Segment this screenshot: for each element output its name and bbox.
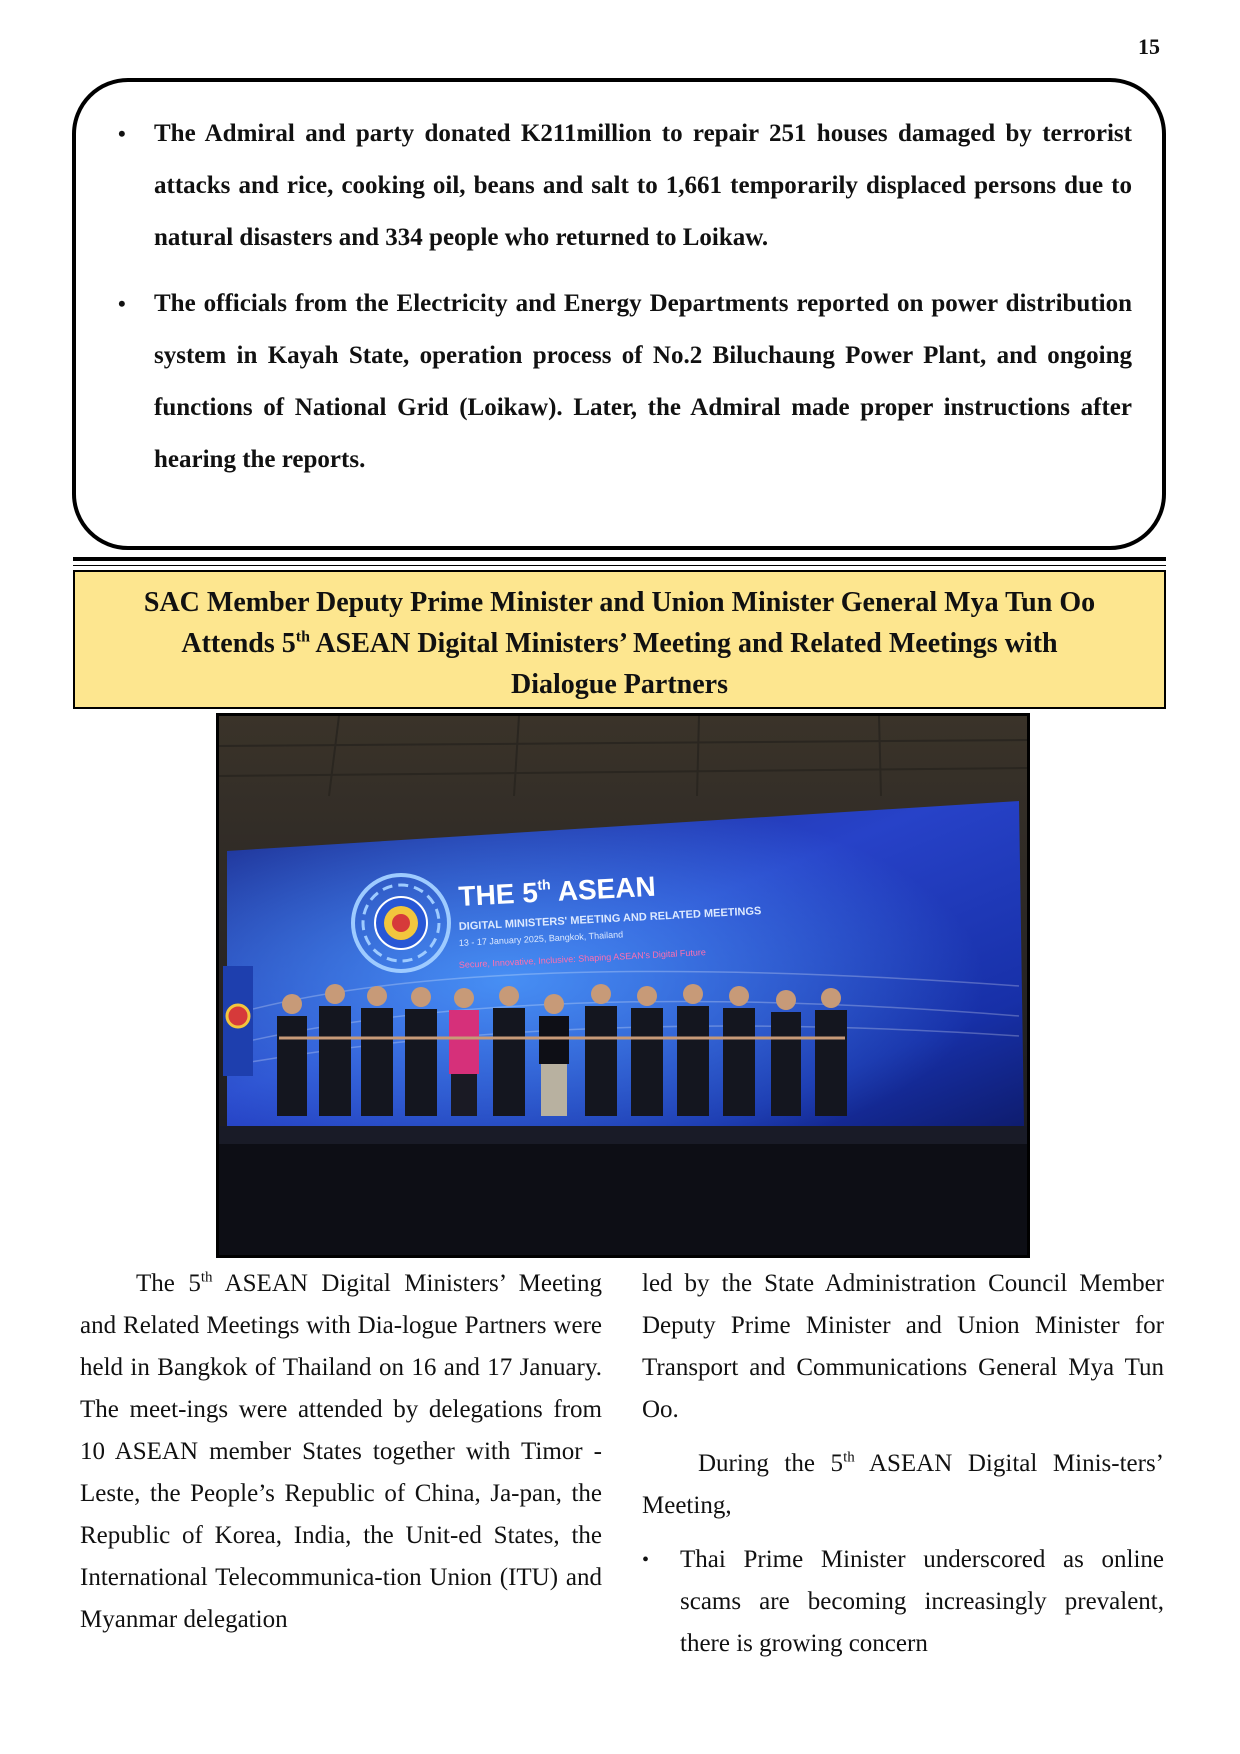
bullet-text: Thai Prime Minister underscored as online scams are becoming increasingly prevalent, there is growing concern	[680, 1546, 1164, 1657]
bullet-icon: •	[642, 1549, 650, 1571]
paragraph-text-rest: ASEAN Digital Ministers’ Meeting and Related Meetings with Dia-logue Partners were held in Bangkok of Thailand on 16 and 17 January. The meet-ings were attended by delegations from 10 ASEAN member States together with Timor -Leste, the People’s Republic of China, Ja-pan, the Republic of Korea, India, the Unit-ed States, the International Telecommunica-tion Union (ITU) and Myanmar delegation	[80, 1270, 602, 1633]
banner-subtitle: DIGITAL MINISTERS' MEETING AND RELATED MEETINGS	[458, 905, 762, 933]
paragraph-text: The 5	[136, 1270, 201, 1297]
summary-list	[104, 108, 1132, 486]
paragraph-text: During the 5	[698, 1450, 844, 1477]
page-number: 15	[1138, 34, 1160, 59]
headline-superscript: th	[295, 628, 310, 646]
banner-dates: 13 - 17 January 2025, Bangkok, Thailand	[458, 929, 624, 948]
paragraph-superscript: th	[843, 1449, 855, 1466]
stage-floor	[219, 1144, 1027, 1255]
article-bullet	[642, 1539, 1164, 1665]
banner-tagline: Secure, Innovative, Inclusive: Shaping ASEAN's Digital Future	[458, 947, 707, 970]
article-column-right	[642, 1263, 1164, 1665]
article-paragraph	[642, 1443, 1164, 1527]
summary-item	[104, 278, 1132, 486]
article-paragraph: led by the State Administration Council Member Deputy Prime Minister and Union Minister for Transport and Communications General Mya Tun Oo.	[642, 1270, 1164, 1423]
paragraph-text-rest: ASEAN Digital Minis-ters’ Meeting,	[642, 1450, 1164, 1519]
headline-line-2-rest: ASEAN Digital Ministers’ Meeting and Related Meetings with	[309, 628, 1058, 659]
section-divider-thin	[73, 565, 1166, 566]
headline-line-3: Dialogue Partners	[511, 669, 728, 700]
headline-line-2-text: Attends 5	[181, 628, 296, 659]
banner-title: THE 5th ASEAN	[457, 870, 657, 912]
summary-item-text: The officials from the Electricity and Energy Departments reported on power distribution system in Kayah State, operation process of No.2 Biluchaung Power Plant, and ongoing functions of National Grid (Loikaw). Later, the Admiral made proper instructions after hearing the reports.	[154, 290, 1132, 473]
summary-box	[72, 78, 1166, 550]
headline-line-2	[75, 623, 1164, 664]
article-paragraph	[80, 1263, 602, 1641]
summary-item	[104, 108, 1132, 264]
summary-item-text: The Admiral and party donated K211million to repair 251 houses damaged by terrorist attacks and rice, cooking oil, beans and salt to 1,661 temporarily displaced persons due to natural disasters and 334 people who returned to Loikaw.	[154, 120, 1132, 251]
article-headline	[73, 570, 1166, 709]
stage-edge	[219, 1126, 1027, 1144]
article-column-left	[80, 1263, 602, 1641]
bullet-icon: •	[118, 291, 126, 316]
article-body	[80, 1263, 1166, 1703]
paragraph-superscript: th	[200, 1269, 213, 1286]
bullet-icon: •	[118, 121, 126, 146]
event-photo	[216, 713, 1030, 1258]
section-divider	[73, 557, 1166, 561]
event-photo-illustration	[219, 716, 1027, 1255]
asean-flag	[223, 966, 253, 1076]
headline-line-1: SAC Member Deputy Prime Minister and Union Minister General Mya Tun Oo	[143, 587, 1096, 618]
